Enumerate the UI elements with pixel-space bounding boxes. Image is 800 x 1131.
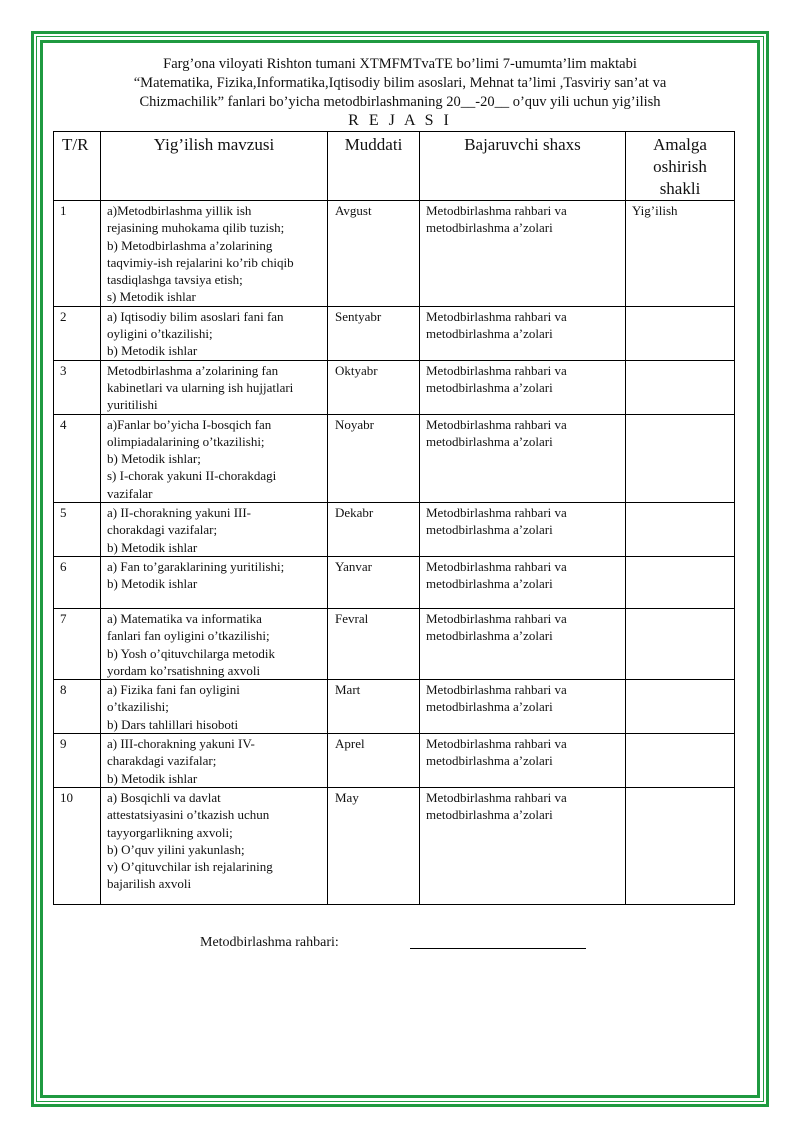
row-number: 6 [60, 558, 67, 574]
cell-topic [101, 503, 328, 557]
topic-line: b) O’quv yilini yakunlash; [107, 841, 245, 857]
topic-line: a) Fizika fani fan oyligini [107, 682, 240, 698]
topic-line: charakdagi vazifalar; [107, 753, 217, 769]
topic-line: a)Metodbirlashma yillik ish [107, 203, 252, 218]
executor-line: Metodbirlashma rahbari va [426, 203, 567, 218]
topic-line: a) II-chorakning yakuni III- [107, 505, 252, 521]
table-row [54, 734, 735, 788]
cell-executor [420, 503, 626, 557]
cell-deadline [328, 201, 420, 307]
topic-line: tayyorgarlikning axvoli; [107, 824, 233, 840]
topic-line: v) O’qituvchilar ish rejalarining [107, 859, 273, 875]
table-row [54, 503, 735, 557]
cell-executor [420, 680, 626, 734]
cell-form [626, 201, 735, 307]
topic-line: a) III-chorakning yakuni IV- [107, 736, 255, 752]
row-number: 1 [60, 203, 67, 218]
cell-executor [420, 360, 626, 414]
topic-line: attestatsiyasini o’tkazish uchun [107, 807, 270, 823]
table-row [54, 414, 735, 502]
table-row [54, 787, 735, 904]
cell-executor [420, 734, 626, 788]
deadline-text: Fevral [335, 610, 369, 626]
cell-deadline [328, 360, 420, 414]
executor-line: Metodbirlashma rahbari va [426, 789, 567, 805]
column-header-number: T/R [54, 132, 101, 201]
cell-deadline [328, 680, 420, 734]
cell-deadline [328, 556, 420, 608]
topic-line: yuritilishi [107, 397, 158, 413]
executor-line: Metodbirlashma rahbari va [426, 308, 567, 324]
cell-deadline [328, 734, 420, 788]
cell-topic [101, 556, 328, 608]
cell-number [54, 306, 101, 360]
row-number: 4 [60, 416, 67, 432]
row-number: 5 [60, 505, 67, 521]
cell-topic [101, 734, 328, 788]
cell-executor [420, 414, 626, 502]
cell-deadline [328, 414, 420, 502]
executor-line: Metodbirlashma rahbari va [426, 416, 567, 432]
executor-line: Metodbirlashma rahbari va [426, 682, 567, 698]
topic-line: b) Dars tahlillari hisoboti [107, 716, 239, 732]
executor-line: metodbirlashma a’zolari [426, 326, 553, 342]
signature-line [410, 948, 586, 949]
cell-number [54, 608, 101, 679]
executor-line: Metodbirlashma rahbari va [426, 558, 567, 574]
topic-line: olimpiadalarining o’tkazilishi; [107, 433, 265, 449]
header-line-year: Chizmachilik” fanlari bo’yicha metodbirlashmaning 20__-20__ o’quv yili uchun yig’ilish [139, 94, 661, 110]
cell-topic [101, 306, 328, 360]
column-header-deadline: Muddati [328, 132, 420, 201]
topic-line: a) Iqtisodiy bilim asoslari fani fan [107, 308, 284, 324]
deadline-text: Mart [335, 682, 361, 698]
topic-line: a)Fanlar bo’yicha I-bosqich fan [107, 416, 272, 432]
topic-line: tasdiqlashga tavsiya etish; [107, 272, 243, 288]
topic-line: oyligini o’tkazilishi; [107, 326, 213, 342]
executor-line: metodbirlashma a’zolari [426, 379, 553, 395]
cell-executor [420, 556, 626, 608]
cell-number [54, 556, 101, 608]
topic-line: rejasining muhokama qilib tuzish; [107, 220, 285, 236]
plan-table [53, 131, 735, 905]
cell-executor [420, 608, 626, 679]
cell-executor [420, 201, 626, 307]
executor-line: metodbirlashma a’zolari [426, 522, 553, 538]
topic-line: b) Yosh o’qituvchilarga metodik [107, 645, 276, 661]
executor-line: Metodbirlashma rahbari va [426, 610, 567, 626]
topic-line: b) Metodik ishlar; [107, 451, 201, 467]
row-number: 9 [60, 736, 67, 752]
topic-line: taqvimiy-ish rejalarini ko’rib chiqib [107, 254, 294, 270]
topic-line: fanlari fan oyligini o’tkazilishi; [107, 628, 270, 644]
cell-number [54, 734, 101, 788]
header-line-subjects: “Matematika, Fizika,Informatika,Iqtisodiy bilim asoslari, Mehnat ta’limi ,Tasviriy san’at va [133, 75, 667, 91]
row-number: 8 [60, 682, 67, 698]
topic-line: s) Metodik ishlar [107, 289, 196, 305]
topic-line: b) Metodik ishlar [107, 539, 198, 555]
row-number: 10 [60, 789, 73, 805]
cell-form [626, 680, 735, 734]
column-header-form: Amalga oshirish shakli [626, 132, 735, 201]
table-row [54, 306, 735, 360]
cell-topic [101, 787, 328, 904]
deadline-text: Avgust [335, 203, 372, 218]
deadline-text: Oktyabr [335, 362, 378, 378]
executor-line: Metodbirlashma rahbari va [426, 736, 567, 752]
topic-line: o’tkazilishi; [107, 699, 169, 715]
topic-line: a) Bosqichli va davlat [107, 789, 221, 805]
document-title: R E J A S I [348, 112, 452, 129]
topic-line: Metodbirlashma a’zolarining fan [107, 362, 279, 378]
topic-line: a) Matematika va informatika [107, 610, 262, 626]
cell-number [54, 414, 101, 502]
executor-line: metodbirlashma a’zolari [426, 220, 553, 236]
deadline-text: May [335, 789, 359, 805]
cell-number [54, 503, 101, 557]
column-header-executor: Bajaruvchi shaxs [420, 132, 626, 201]
topic-line: s) I-chorak yakuni II-chorakdagi [107, 468, 277, 484]
cell-deadline [328, 306, 420, 360]
column-header-topic: Yig’ilish mavzusi [101, 132, 328, 201]
deadline-text: Noyabr [335, 416, 374, 432]
cell-topic [101, 414, 328, 502]
topic-line: a) Fan to’garaklarining yuritilishi; [107, 558, 285, 574]
cell-deadline [328, 503, 420, 557]
executor-line: metodbirlashma a’zolari [426, 628, 553, 644]
row-number: 2 [60, 308, 67, 324]
topic-line: b) Metodik ishlar [107, 343, 198, 359]
cell-number [54, 787, 101, 904]
cell-form [626, 414, 735, 502]
table-row [54, 608, 735, 679]
signature-label: Metodbirlashma rahbari: [200, 935, 339, 950]
cell-topic [101, 360, 328, 414]
cell-form [626, 734, 735, 788]
cell-deadline [328, 608, 420, 679]
document-header [60, 55, 740, 112]
executor-line: metodbirlashma a’zolari [426, 753, 553, 769]
row-number: 3 [60, 362, 67, 378]
header-line-school: Farg’ona viloyati Rishton tumani XTMFMTvaTE bo’limi 7-umumta’lim maktabi [163, 56, 637, 72]
executor-line: metodbirlashma a’zolari [426, 576, 553, 592]
table-row [54, 201, 735, 307]
deadline-text: Sentyabr [335, 308, 382, 324]
cell-topic [101, 680, 328, 734]
cell-number [54, 201, 101, 307]
cell-topic [101, 201, 328, 307]
cell-form [626, 306, 735, 360]
table-row [54, 556, 735, 608]
form-text: Yig’ilish [632, 203, 678, 218]
executor-line: metodbirlashma a’zolari [426, 699, 553, 715]
topic-line: chorakdagi vazifalar; [107, 522, 218, 538]
cell-form [626, 608, 735, 679]
topic-line: b) Metodik ishlar [107, 770, 198, 786]
cell-form [626, 787, 735, 904]
executor-line: Metodbirlashma rahbari va [426, 505, 567, 521]
cell-topic [101, 608, 328, 679]
topic-line: kabinetlari va ularning ish hujjatlari [107, 379, 294, 395]
executor-line: metodbirlashma a’zolari [426, 433, 553, 449]
deadline-text: Yanvar [335, 558, 372, 574]
table-header-row [54, 132, 735, 201]
cell-executor [420, 306, 626, 360]
topic-line: b) Metodbirlashma a’zolarining [107, 237, 273, 253]
topic-line: b) Metodik ishlar [107, 576, 198, 592]
cell-form [626, 503, 735, 557]
topic-line: vazifalar [107, 485, 153, 501]
cell-number [54, 680, 101, 734]
table-row [54, 360, 735, 414]
topic-line: yordam ko’rsatishning axvoli [107, 662, 261, 678]
cell-deadline [328, 787, 420, 904]
executor-line: Metodbirlashma rahbari va [426, 362, 567, 378]
topic-line: bajarilish axvoli [107, 876, 192, 892]
cell-number [54, 360, 101, 414]
executor-line: metodbirlashma a’zolari [426, 807, 553, 823]
cell-form [626, 360, 735, 414]
deadline-text: Dekabr [335, 505, 374, 521]
table-row [54, 680, 735, 734]
row-number: 7 [60, 610, 67, 626]
deadline-text: Aprel [335, 736, 365, 752]
cell-executor [420, 787, 626, 904]
cell-form [626, 556, 735, 608]
